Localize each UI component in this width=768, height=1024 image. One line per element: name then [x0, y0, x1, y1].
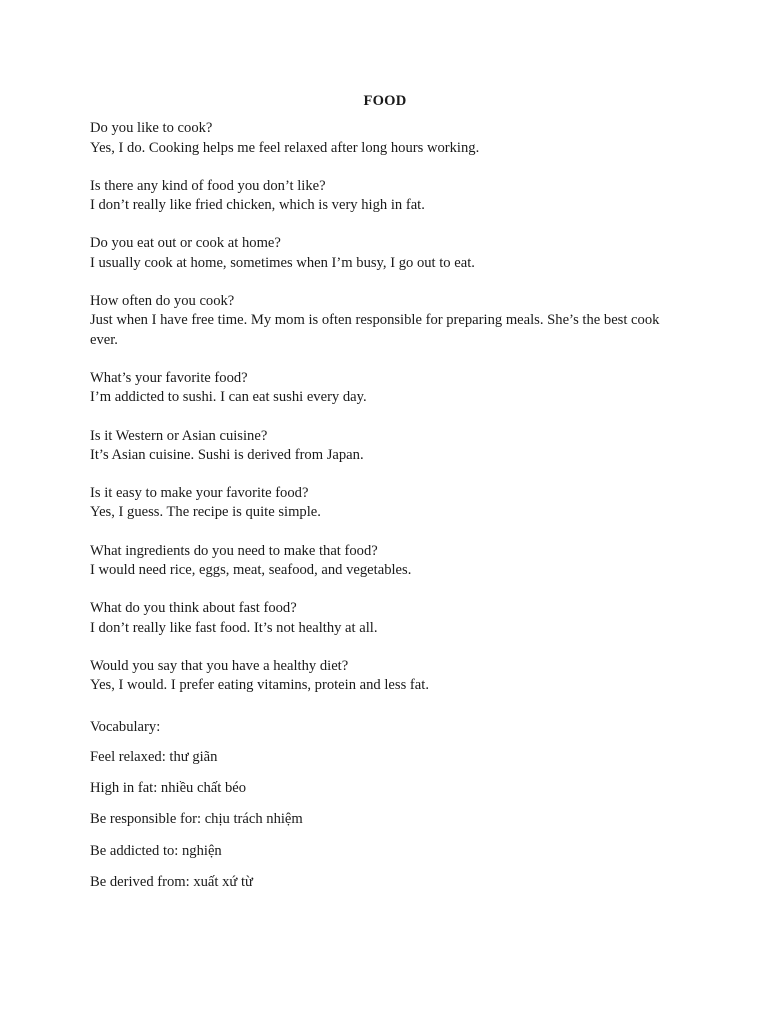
- answer: I would need rice, eggs, meat, seafood, and vegetables.: [90, 562, 412, 579]
- vocabulary-heading: Vocabulary:: [90, 718, 161, 735]
- vocabulary-item: Be addicted to: nghiện: [90, 842, 222, 859]
- document-page: [90, 92, 680, 904]
- qa-item: [90, 119, 680, 158]
- answer: It’s Asian cuisine. Sushi is derived from Japan.: [90, 446, 364, 463]
- qa-item: [90, 599, 680, 638]
- answer: I don’t really like fried chicken, which is very high in fat.: [90, 197, 425, 214]
- question: What ingredients do you need to make that food?: [90, 542, 378, 559]
- question: What’s your favorite food?: [90, 369, 248, 386]
- question: Would you say that you have a healthy diet?: [90, 657, 349, 674]
- question: Do you eat out or cook at home?: [90, 235, 281, 252]
- question: Do you like to cook?: [90, 120, 213, 137]
- qa-item: [90, 177, 680, 216]
- qa-item: [90, 484, 680, 523]
- vocabulary-item: Be derived from: xuất xứ từ: [90, 874, 253, 891]
- qa-item: [90, 542, 680, 581]
- question: Is it Western or Asian cuisine?: [90, 427, 268, 444]
- vocabulary-item: Be responsible for: chịu trách nhiệm: [90, 811, 303, 828]
- qa-item: [90, 292, 680, 350]
- question: Is there any kind of food you don’t like?: [90, 177, 326, 194]
- qa-item: [90, 427, 680, 466]
- question: What do you think about fast food?: [90, 600, 297, 617]
- qa-item: [90, 369, 680, 408]
- answer: Just when I have free time. My mom is often responsible for preparing meals. She’s the best cook ever.: [90, 312, 660, 348]
- question: Is it easy to make your favorite food?: [90, 485, 309, 502]
- document-title: FOOD: [363, 93, 407, 109]
- question: How often do you cook?: [90, 293, 235, 310]
- answer: Yes, I guess. The recipe is quite simple.: [90, 504, 321, 521]
- answer: I don’t really like fast food. It’s not healthy at all.: [90, 619, 378, 636]
- qa-item: [90, 234, 680, 273]
- vocabulary-item: Feel relaxed: thư giãn: [90, 748, 218, 765]
- qa-item: [90, 657, 680, 696]
- answer: I’m addicted to sushi. I can eat sushi every day.: [90, 389, 367, 406]
- answer: Yes, I would. I prefer eating vitamins, protein and less fat.: [90, 677, 429, 694]
- vocabulary-item: High in fat: nhiều chất béo: [90, 780, 247, 797]
- answer: I usually cook at home, sometimes when I’m busy, I go out to eat.: [90, 254, 475, 271]
- answer: Yes, I do. Cooking helps me feel relaxed after long hours working.: [90, 139, 480, 156]
